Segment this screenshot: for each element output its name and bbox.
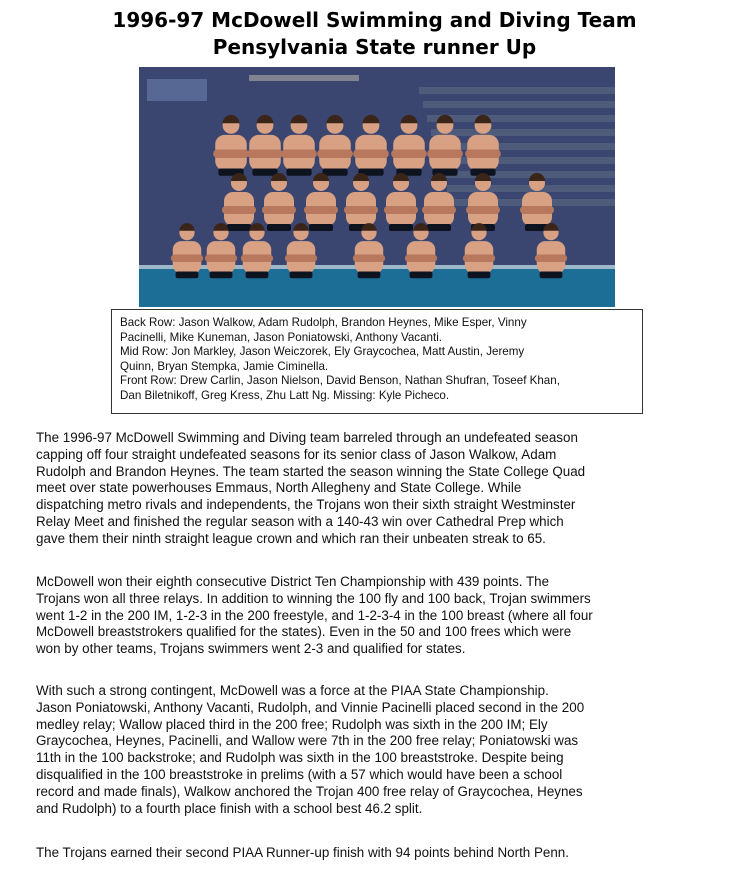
article-paragraph-district (36, 574, 726, 658)
text-line: Relay Meet and finished the regular season with a 140-43 win over Cathedral Prep which (36, 513, 564, 529)
text-line: went 1-2 in the 200 IM, 1-2-3 in the 200 freestyle, and 1-2-3-4 in the 100 breast (where all four (36, 607, 593, 623)
mid-row-swimmer-suit (309, 224, 333, 231)
mid-row-swimmer-arms (344, 206, 378, 214)
bleacher-row (439, 157, 615, 164)
page-subtitle: Pensylvania State runner Up (212, 35, 537, 59)
text-line: McDowell breaststrokers qualified for the states). Even in the 50 and 100 frees which were (36, 624, 572, 640)
front-row-swimmer-suit (468, 272, 491, 279)
back-row-swimmer-arms (247, 150, 283, 158)
text-line: won by other teams, Trojans swimmers went 2-3 and qualified for states. (36, 641, 466, 657)
bleacher-row (419, 87, 615, 94)
text-line: Graycochea, Heynes, Pacinelli, and Wallow were 7th in the 200 free relay; Poniatowski was (36, 733, 579, 749)
article-paragraph-season (36, 430, 726, 548)
pool-water-foreground (139, 289, 615, 307)
back-row-swimmer-arms (317, 150, 353, 158)
caption-line: Mid Row: Jon Markley, Jason Weiczorek, Ely Graycochea, Matt Austin, Jeremy (120, 345, 525, 359)
mid-row-swimmer-suit (389, 224, 413, 231)
back-row-swimmer-arms (465, 150, 501, 158)
photo-caption (111, 309, 643, 414)
caption-line: Pacinelli, Mike Kuneman, Jason Poniatowski, Anthony Vacanti. (120, 330, 443, 344)
back-row-swimmer-arms (391, 150, 427, 158)
mid-row-swimmer-suit (427, 224, 451, 231)
back-row-swimmer-suit (322, 168, 347, 175)
mid-row-swimmer-arms (422, 206, 456, 214)
text-line: Trojans won all three relays. In addition to winning the 100 fly and 100 back, Trojan swimmers (36, 590, 591, 606)
text-line: dispatching metro rivals and independents, the Trojans won their sixth straight Westminster (36, 497, 576, 513)
text-line: capping off four straight undefeated seasons for its senior class of Jason Walkow, Adam (36, 446, 557, 462)
mid-row-swimmer-arms (466, 206, 500, 214)
caption-line: Back Row: Jason Walkow, Adam Rudolph, Brandon Heynes, Mike Esper, Vinny (120, 316, 527, 329)
bleacher-row (423, 101, 615, 108)
text-line: The 1996-97 McDowell Swimming and Diving team barreled through an undefeated season (36, 430, 578, 445)
front-row-swimmer-arms (353, 254, 385, 262)
text-line: McDowell won their eighth consecutive District Ten Championship with 439 points. The (36, 574, 550, 589)
front-row-swimmer-suit (290, 272, 313, 279)
mid-row-swimmer-suit (227, 224, 251, 231)
front-row-swimmer-arms (535, 254, 567, 262)
text-line: meet over state powerhouses Emmaus, North Allegheny and State College. While (36, 480, 522, 496)
front-row-swimmer-arms (205, 254, 237, 262)
front-row-swimmer-suit (540, 272, 563, 279)
mid-row-swimmer-arms (384, 206, 418, 214)
text-line: 11th in the 100 backstroke; and Rudolph was sixth in the 100 breaststroke. Despite being (36, 750, 564, 766)
front-row-swimmer-suit (176, 272, 199, 279)
text-line: and Rudolph) to a fourth place finish with a school best 46.2 split. (36, 800, 423, 816)
caption-line: Quinn, Bryan Stempka, Jamie Ciminella. (120, 359, 329, 373)
text-line: The Trojans earned their second PIAA Runner-up finish with 94 points behind North Penn. (36, 845, 569, 860)
front-row-swimmer-suit (410, 272, 433, 279)
mid-row-swimmer-arms (262, 206, 296, 214)
bleacher-row (443, 171, 615, 178)
article-paragraph-state (36, 683, 726, 817)
text-line: Jason Poniatowski, Anthony Vacanti, Rudolph, and Vinnie Pacinelli placed second in the 200 (36, 699, 585, 715)
text-line: disqualified in the 100 breaststroke in prelims (with a 57 which would have been a school (36, 766, 563, 782)
text-line: record and made finals), Walkow anchored the Trojan 400 free relay of Graycochea, Heynes (36, 783, 583, 799)
caption-line: Front Row: Drew Carlin, Jason Nielson, David Benson, Nathan Shufran, Toseef Khan, (120, 374, 560, 388)
text-line: With such a strong contingent, McDowell was a force at the PIAA State Championship. (36, 683, 549, 698)
bleacher-row (435, 143, 615, 150)
back-row-swimmer-suit (252, 168, 277, 175)
back-row-swimmer-arms (213, 150, 249, 158)
mid-row-swimmer-suit (267, 224, 291, 231)
front-row-swimmer-arms (171, 254, 203, 262)
front-row-swimmer-suit (210, 272, 233, 279)
page-title: 1996-97 McDowell Swimming and Diving Team (112, 8, 637, 32)
front-row-swimmer-suit (358, 272, 381, 279)
caption-line: Dan Biletnikoff, Greg Kress, Zhu Latt Ng. Missing: Kyle Picheco. (120, 388, 450, 402)
article-paragraph-result (36, 845, 726, 862)
front-row-swimmer-arms (463, 254, 495, 262)
wall-banner (147, 79, 207, 101)
back-row-swimmer-suit (286, 168, 311, 175)
front-row-swimmer-arms (405, 254, 437, 262)
back-row-swimmer-arms (281, 150, 317, 158)
team-photo (139, 67, 615, 307)
back-row-swimmer-arms (353, 150, 389, 158)
mid-row-swimmer-arms (520, 206, 554, 214)
text-line: Rudolph and Brandon Heynes. The team started the season winning the State College Quad (36, 463, 586, 479)
mid-row-swimmer-arms (304, 206, 338, 214)
mid-row-swimmer-arms (222, 206, 256, 214)
bleacher-row (427, 115, 615, 122)
text-line: medley relay; Wallow placed third in the 200 free; Rudolph was sixth in the 200 IM; Ely (36, 716, 548, 732)
ceiling-light (249, 75, 359, 81)
front-row-swimmer-arms (241, 254, 273, 262)
back-row-swimmer-arms (427, 150, 463, 158)
front-row-swimmer-arms (285, 254, 317, 262)
bleacher-row (431, 129, 615, 136)
front-row-swimmer-suit (246, 272, 269, 279)
text-line: gave them their ninth straight league crown and which ran their unbeaten streak to 65. (36, 530, 546, 546)
